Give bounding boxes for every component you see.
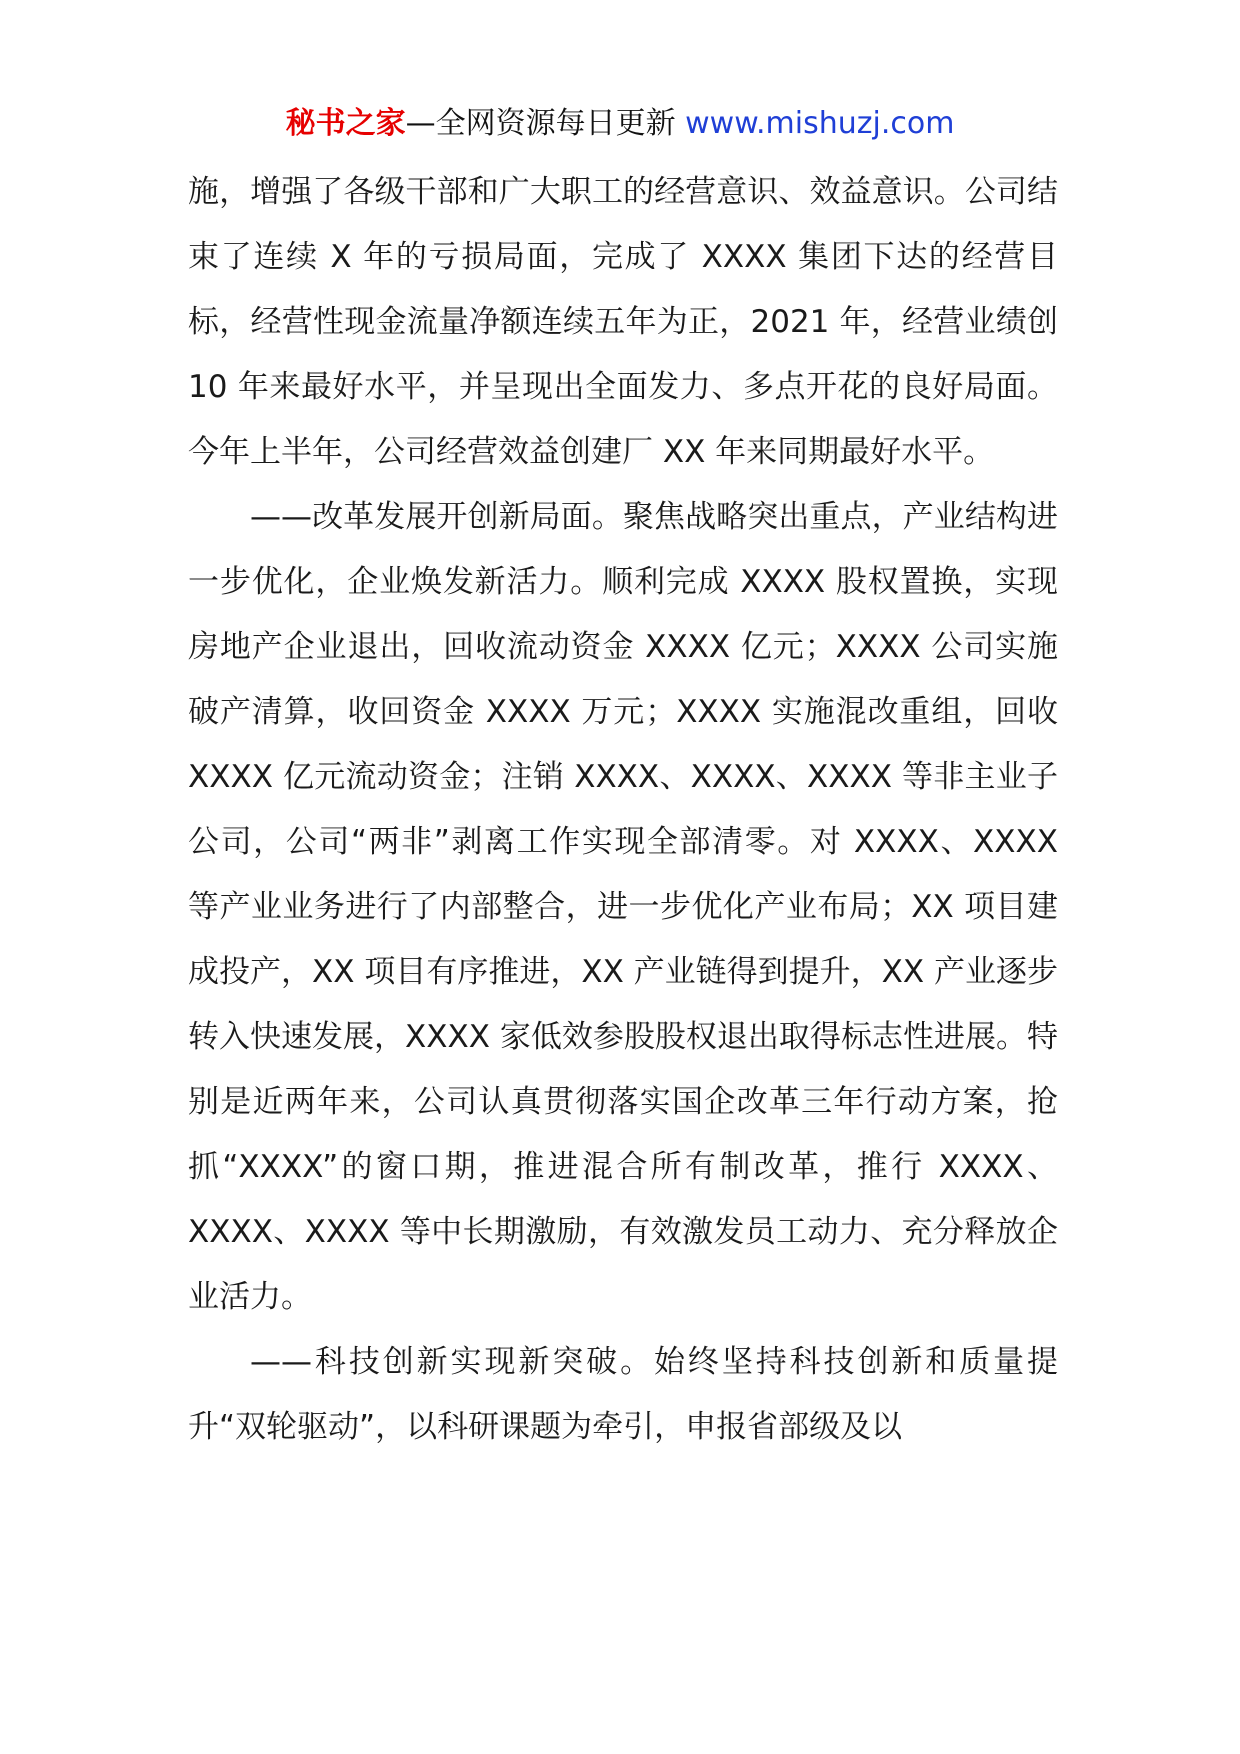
brand-name: 秘书之家 <box>285 106 406 141</box>
site-url: www.mishuzj.com <box>685 106 955 141</box>
paragraph-reform: ——改革发展开创新局面。聚焦战略突出重点，产业结构进一步优化，企业焕发新活力。顺利完成 XXXX 股权置换，实现房地产企业退出，回收流动资金 XXXX 亿元；XXXX 公司实施破产清算，收回资金 XXXX 万元；XXXX 实施混改重组，回收 XXXX 亿元流动资金；注销 XXXX、XXXX、XXXX 等非主业子公司，公司“两非”剥离工作实现全部清零。对 XXXX、XXXX 等产业业务进行了内部整合，进一步优化产业布局；XX 项目建成投产，XX 项目有序推进，XX 产业链得到提升，XX 产业逐步转入快速发展，XXXX 家低效参股股权退出取得标志性进展。特别是近两年来，公司认真贯彻落实国企改革三年行动方案，抢抓“XXXX”的窗口期，推进混合所有制改革，推行 XXXX、XXXX、XXXX 等中长期激励，有效激发员工动力、充分释放企业活力。 <box>188 499 1058 1315</box>
header-tagline: —全网资源每日更新 <box>405 106 686 141</box>
page-header <box>0 102 1240 146</box>
document-body <box>188 160 1058 1460</box>
paragraph-innovation: ——科技创新实现新突破。始终坚持科技创新和质量提升“双轮驱动”，以科研课题为牵引，申报省部级及以 <box>188 1344 1058 1445</box>
paragraph-continuation: 施，增强了各级干部和广大职工的经营意识、效益意识。公司结束了连续 X 年的亏损局面，完成了 XXXX 集团下达的经营目标，经营性现金流量净额连续五年为正，2021 年，经营业绩创 10 年来最好水平，并呈现出全面发力、多点开花的良好局面。今年上半年，公司经营效益创建厂 XX 年来同期最好水平。 <box>188 174 1058 470</box>
